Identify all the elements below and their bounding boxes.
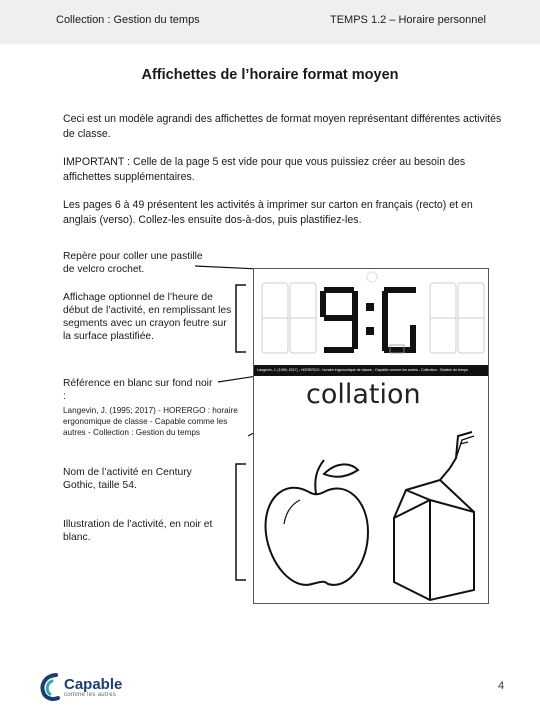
note-reference-citation: Langevin, J. (1995; 2017) - HORERGO : horaire ergonomique de classe - Capable comme les autres - Collection : Gestion du temps [63,406,238,437]
header-collection: Collection : Gestion du temps [56,14,200,26]
time-colon [366,303,374,335]
page-title: Affichettes de l’horaire format moyen [141,67,399,83]
capable-logo-icon [38,672,62,702]
note-reference-label: Référence en blanc sur fond noir : [63,378,213,402]
note-illustration: Illustration de l’activité, en noir et blanc. [63,519,213,543]
sample-card [253,268,489,604]
velcro-marker-icon [367,272,377,282]
note-optional-time: Affichage optionnel de l’heure de début de l’activité, en remplissant les segments avec un crayon feutre sur la surface plastifiée. [63,292,232,342]
note-velcro: Repère pour coller une pastille de velcro crochet. [63,251,203,275]
milk-carton-icon [394,432,474,600]
reference-strip-text: Langevin, J. (1995; 2017) - HORERGO : horaire ergonomique de classe - Capable comme les autres - Collection : Gestion du temps [257,368,468,372]
activity-name: collation [306,379,421,410]
capable-logo-text: Capable [64,676,123,693]
capable-logo-tagline: comme les autres [64,692,117,698]
digit-c [382,287,416,353]
pages-paragraph: Les pages 6 à 49 présentent les activités à imprimer sur carton en français (recto) et en anglais (verso). Collez-les ensuite dos-à-dos, puis plastifiez-les. [63,199,473,226]
illustration-bracket [236,464,246,580]
header-document-code: TEMPS 1.2 – Horaire personnel [330,14,486,26]
time-bracket [236,285,246,352]
page-number: 4 [498,680,505,692]
intro-paragraph: Ceci est un modèle agrandi des affichettes de format moyen représentant différentes activités de classe. [63,113,502,140]
note-activity-font: Nom de l’activité en Century Gothic, taille 54. [63,467,192,491]
snack-illustration [254,414,490,604]
digit-nine [320,287,358,353]
apple-icon [266,460,368,585]
important-paragraph: IMPORTANT : Celle de la page 5 est vide pour que vous puissiez créer au besoin des affichettes supplémentaires. [63,156,466,183]
time-display [254,269,490,365]
